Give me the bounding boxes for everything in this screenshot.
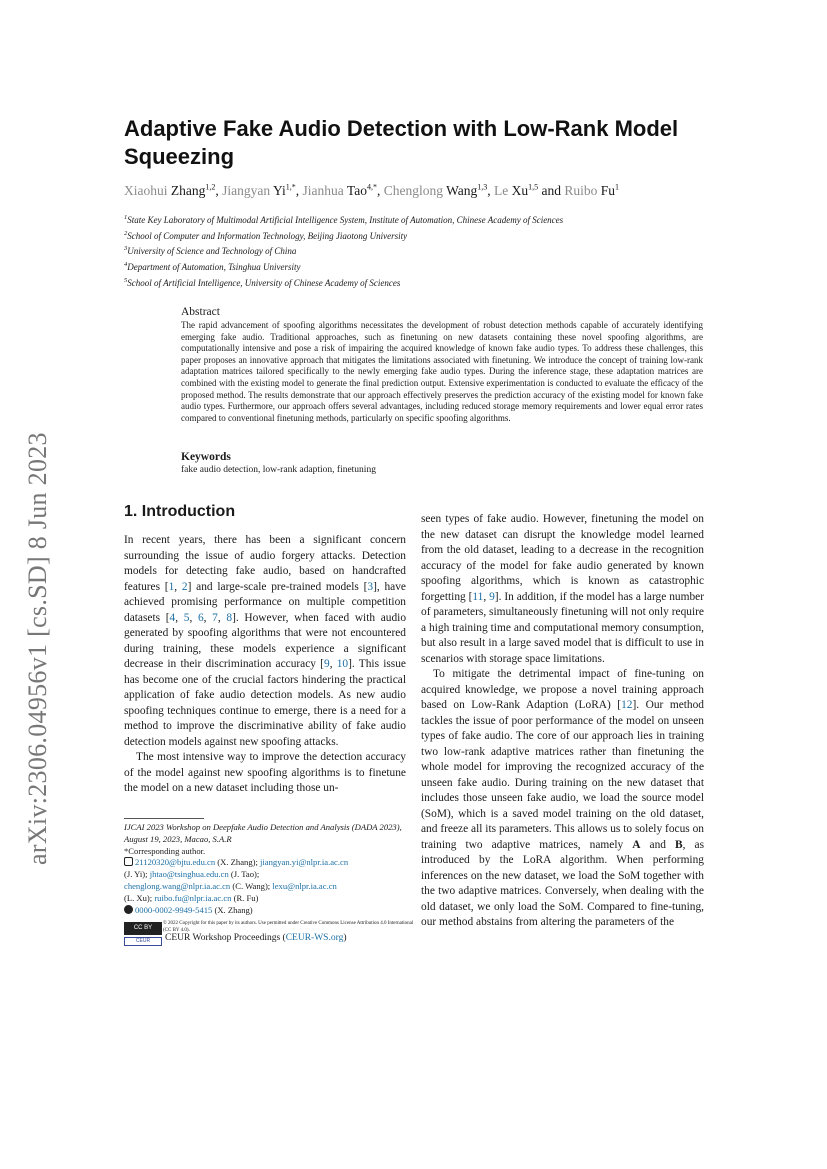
- affiliation: $^5$School of Artificial Intelligence, University of Chinese Academy of Sciences: [124, 277, 401, 288]
- email-line: 21120320@bjtu.edu.cn (X. Zhang); jiangyan.yi@nlpr.ia.ac.cn: [124, 857, 424, 869]
- citation-link[interactable]: 9: [323, 658, 330, 670]
- email-link[interactable]: jhtao@tsinghua.edu.cn: [149, 869, 229, 880]
- author-affiliation-mark: 1,5: [528, 182, 539, 191]
- citation-link[interactable]: 7: [212, 611, 218, 624]
- orcid-link[interactable]: 0000-0002-9949-5415: [135, 904, 213, 915]
- ceur-proceedings: CEUR Workshop Proceedings (CEUR-WS.org): [165, 933, 347, 943]
- right-column: [421, 512, 704, 931]
- workshop-note: IJCAI 2023 Workshop on Deepfake Audio Detection and Analysis (DADA 2023), August 19, 2023, Macao, S.A.R: [124, 822, 402, 844]
- abstract-heading: Abstract: [181, 306, 220, 318]
- author-first-name: Jiangyan: [222, 182, 271, 198]
- orcid-icon: [124, 905, 133, 914]
- author: [222, 183, 302, 198]
- author: [494, 183, 564, 198]
- author-first-name: Jianhua: [302, 182, 344, 198]
- author-affiliation-mark: 1,*: [285, 182, 296, 191]
- orcid-line: 0000-0002-9949-5415 (X. Zhang): [124, 905, 424, 917]
- paragraph: The most intensive way to improve the detection accuracy of the model against new spoofing algorithms is to finetune the model on a new dataset including those un-: [124, 751, 406, 794]
- affiliation: $^3$University of Science and Technology of China: [124, 245, 297, 256]
- paragraph: In recent years, there has been a significant concern surrounding the issue of audio forgery attacks. Detection models for detecting fake audio, based on handcrafted features [1, 2] and large-scale pre-trained models [3], have achieved promising performance on multiple competition datasets [4, 5, 6, 7, 8]. However, when faced with audio generated by spoofing algorithms that were not encountered during training, these models experience a significant decrease in their discrimination accuracy [9, 10]. This issue has become one of the crucial factors hindering the practical application of fake audio detection models. As new audio spoofing techniques continue to emerge, there is a need for a method to improve the discriminative ability of fake audio detection models against new spoofing attacks.: [124, 534, 407, 748]
- author-separator: ,: [215, 182, 223, 198]
- email-line: (J. Yi); jhtao@tsinghua.edu.cn (J. Tao);: [124, 869, 260, 880]
- paper-title: Adaptive Fake Audio Detection with Low-Rank Model Squeezing: [124, 116, 679, 169]
- author-separator: ,: [487, 182, 494, 198]
- author-affiliation-mark: 1,2: [205, 182, 216, 191]
- ceur-logo-icon: CEUR: [124, 937, 162, 946]
- citation-link[interactable]: 5: [183, 611, 190, 624]
- section-heading: 1. Introduction: [124, 503, 236, 520]
- footnote-divider: [124, 818, 204, 819]
- paragraph: seen types of fake audio. However, finetuning the model on the new dataset can disrupt the knowledge model learned from the old dataset, leading to a decrease in the recognition accuracy of the model for fake audio generated by known spoofing algorithms, which is known as catastrophic forgetting [11, 9]. In addition, if the model has a large number of parameters, simultaneously finetuning will not only require a high training time and computational memory consumption, but also result in a large saved model that is difficult to use in scenarios with storage space limitations.: [421, 513, 704, 665]
- author-first-name: Le: [494, 182, 509, 198]
- email-link[interactable]: jiangyan.yi@nlpr.ia.ac.cn: [260, 857, 349, 868]
- affiliation: $^2$School of Computer and Information Technology, Beijing Jiaotong University: [124, 230, 408, 241]
- left-column: [124, 533, 406, 797]
- footnotes: [124, 822, 424, 916]
- author-last-name: Fu: [600, 182, 616, 198]
- citation-link[interactable]: 1: [168, 580, 175, 593]
- author-separator: and: [538, 182, 565, 198]
- citation-link[interactable]: 2: [181, 580, 188, 593]
- citation-link[interactable]: 8: [226, 611, 233, 624]
- abstract-text: The rapid advancement of spoofing algorithms necessitates the development of robust detection methods capable of accurately identifying emerging fake audio. Traditional approaches, such as finetuning on new datasets containing these novel spoofing algorithms, are computationally intensive and pose a risk of impairing the acquired knowledge of known fake audio types. To address these challenges, this paper proposes an innovative approach that mitigates the limitations associated with finetuning. We introduce the concept of training low-rank adaptation matrices tailored specifically to the newly emerging fake audio types. During the inference stage, these adaptation matrices are combined with the existing model to generate the final prediction output. Extensive experimentation is conducted to evaluate the efficacy of the proposed method. The results demonstrate that our approach effectively preserves the prediction accuracy of the existing model for known fake audio types. Furthermore, our approach offers several advantages, including reduced storage memory requirements and lower equal error rates compared to conventional finetuning methods, particularly on specific spoofing algorithms.: [181, 320, 703, 423]
- keywords-text: fake audio detection, low-rank adaption, finetuning: [181, 465, 376, 475]
- email-link[interactable]: chenglong.wang@nlpr.ia.ac.cn: [124, 880, 231, 891]
- envelope-icon: [124, 857, 133, 866]
- corresponding-note: *Corresponding author.: [124, 845, 206, 856]
- citation-link[interactable]: 3: [367, 580, 374, 593]
- author-last-name: Zhang: [170, 182, 206, 198]
- keywords-heading: Keywords: [181, 451, 231, 463]
- email-line: (L. Xu); ruibo.fu@nlpr.ia.ac.cn (R. Fu): [124, 892, 259, 903]
- citation-link[interactable]: 9: [489, 590, 495, 603]
- author-separator: ,: [295, 182, 303, 198]
- author-last-name: Tao: [346, 182, 367, 198]
- author: [303, 183, 384, 198]
- citation-link[interactable]: 6: [197, 611, 204, 624]
- author-list: [124, 178, 744, 200]
- email-link[interactable]: lexu@nlpr.ia.ac.cn: [272, 880, 337, 891]
- author-first-name: Xiaohui: [124, 182, 168, 198]
- author-last-name: Xu: [511, 182, 529, 198]
- affiliation: $^4$Department of Automation, Tsinghua University: [124, 261, 301, 272]
- arxiv-stamp: arXiv:2306.04956v1 [cs.SD] 8 Jun 2023: [23, 432, 52, 865]
- author-first-name: Chenglong: [383, 182, 443, 198]
- paragraph: To mitigate the detrimental impact of fine-tuning on acquired knowledge, we propose a novel training approach based on Low-Rank Adaption (LoRA) [12]. Our method tackles the issue of poor performance of the model on unseen types of fake audio. The core of our approach lies in training two low-rank adaptive matrices rather than finetuning the whole model for improving the recognized accuracy of the unseen fake audio. During training on the new dataset that includes those unseen fake audio, we load the source model (SoM), which is a saved model training on the old dataset, and freeze all its parameters. This allows us to solely focus on training two adaptive matrices, namely A and B, as introduced by the LoRA algorithm. When performing inferences on the new dataset, we load the SoM together with the two adaptive matrices. Conversely, when dealing with the old dataset, we only load the SoM. Compared to fine-tuning, our method abstains from altering the parameters of the: [421, 668, 704, 928]
- author: [564, 183, 619, 198]
- cc-license-icon: CC BY: [124, 922, 162, 935]
- author-last-name: Yi: [273, 182, 286, 198]
- copyright-note: © 2022 Copyright for this paper by its authors. Use permitted under Creative Commons License Attribution 4.0 International (CC BY 4.0).: [163, 921, 414, 933]
- citation-link[interactable]: 12: [621, 699, 633, 711]
- affiliation: $^1$State Key Laboratory of Multimodal Artificial Intelligence System, Institute of Automation, Chinese Academy of Sciences: [124, 214, 564, 225]
- email-line: chenglong.wang@nlpr.ia.ac.cn (C. Wang); lexu@nlpr.ia.ac.cn: [124, 880, 337, 891]
- author-affiliation-mark: 4,*: [366, 182, 377, 191]
- author: [384, 183, 494, 198]
- author: [124, 183, 222, 198]
- author-affiliation-mark: 1,3: [477, 182, 488, 191]
- author-last-name: Wang: [446, 182, 478, 198]
- ceur-link[interactable]: CEUR-WS.org: [285, 933, 344, 943]
- author-affiliation-mark: 1: [615, 182, 620, 191]
- author-first-name: Ruibo: [564, 182, 598, 198]
- citation-link[interactable]: 11: [472, 590, 484, 603]
- email-link[interactable]: 21120320@bjtu.edu.cn: [135, 857, 216, 868]
- citation-link[interactable]: 10: [336, 658, 349, 670]
- author-separator: ,: [376, 182, 384, 198]
- citation-link[interactable]: 4: [169, 611, 176, 624]
- email-link[interactable]: ruibo.fu@nlpr.ia.ac.cn: [154, 892, 232, 903]
